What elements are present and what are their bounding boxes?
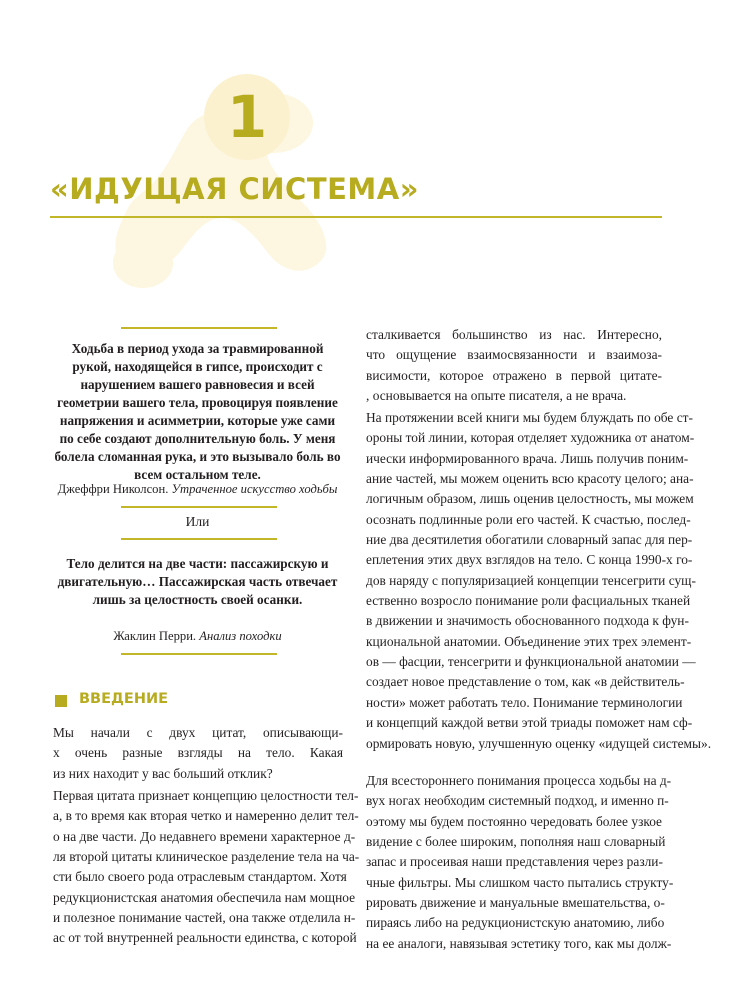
text-line: Для всестороннего понимания процесса ходьбы на д- bbox=[366, 773, 672, 788]
text-line: сти было своего рода отраслевым стандартом. Хотя bbox=[53, 869, 347, 885]
text-line: кциональной анатомии. Объединение этих трех элемент- bbox=[366, 633, 692, 649]
text-line: что ощущение взаимосвязанности и взаимоза- bbox=[366, 347, 662, 363]
epigraph-bottom-rule bbox=[121, 653, 277, 655]
text-line: и концепций каждой ветви этой триады поможет нам сф- bbox=[366, 715, 693, 731]
right-paragraph-3 bbox=[366, 771, 674, 954]
text-line: чные фильтры. Мы слишком часто пытались структу- bbox=[366, 874, 674, 890]
epigraph-source-1-work: Утраченное искусство ходьбы bbox=[171, 482, 338, 496]
text-line: видение с более широким, пополняя наш словарный bbox=[366, 834, 666, 850]
left-paragraph-2 bbox=[53, 786, 360, 949]
epigraph-source-1-author: Джеффри Николсон. bbox=[57, 482, 169, 496]
text-line: ороны той линии, которая отделяет художника от анатом- bbox=[366, 430, 695, 446]
text-line: в движении и значимость обоснованного подхода к фун- bbox=[366, 613, 689, 629]
text-line: оэтому мы будем постоянно чередовать более узкое bbox=[366, 813, 662, 829]
text-line: на ее аналоги, навязывая эстетику того, как мы долж- bbox=[366, 935, 672, 951]
text-line: ности» может работать тело. Понимание терминологии bbox=[366, 694, 683, 710]
text-line: создает новое представление о том, как «в действитель- bbox=[366, 674, 685, 690]
epigraph-quote-2: Тело делится на две части: пассажирскую и двигательную… Пассажирская часть отвечает лишь за целостность своей осанки. bbox=[57, 556, 338, 607]
epigraph-rule-3 bbox=[121, 538, 277, 540]
text-line: рировать движение и мануальные вмешательства, о- bbox=[366, 895, 665, 911]
text-line: Мы начали с двух цитат, описывающи- bbox=[53, 725, 343, 740]
text-line: ас от той внутренней реальности единства, с которой bbox=[53, 930, 357, 946]
right-paragraph-1 bbox=[366, 325, 662, 406]
chapter-number: 1 bbox=[226, 83, 268, 151]
text-line: , основывается на опыте писателя, а не врача. bbox=[366, 388, 627, 404]
text-line: еплетения этих двух взглядов на тело. С конца 1990-х го- bbox=[366, 552, 693, 568]
text-line: логичным образом, лишь оценив целостность, мы можем bbox=[366, 491, 694, 507]
text-line: редукционистская анатомия обеспечила нам мощное bbox=[53, 889, 356, 905]
text-line: ормировать новую, улучшенную оценку «идущей системы». bbox=[366, 735, 712, 751]
epigraph-source-2 bbox=[52, 627, 343, 645]
chapter-title: «ИДУЩАЯ СИСТЕМА» bbox=[50, 172, 419, 206]
text-line: и полезное понимание частей, она также отделила н- bbox=[53, 910, 356, 926]
text-line: висимости, которое отражено в первой цитате- bbox=[366, 367, 662, 383]
text-line: х очень разные взгляды на тело. Какая bbox=[53, 745, 343, 761]
text-line: ля второй цитаты клиническое разделение тела на ча- bbox=[53, 849, 360, 865]
text-line: ание частей, мы можем оценить всю красоту целого; ана- bbox=[366, 471, 694, 487]
epigraph-source-2-author: Жаклин Перри. bbox=[113, 629, 197, 643]
text-line: ние два десятилетия обогатили словарный запас для пер- bbox=[366, 532, 693, 548]
right-paragraph-2 bbox=[366, 408, 712, 754]
title-divider bbox=[50, 216, 662, 218]
epigraph-quote-1: Ходьба в период ухода за травмированной рукой, находящейся в гипсе, происходит с нарушением вашего равновесия и всей геометрии вашего тела, провоцируя появление напряжения и асимметрии, которые уже сами по себе создают дополнительную боль. У меня болела сломанная рука, и это вызывало боль во всем остальном теле. bbox=[54, 341, 341, 482]
text-line: ически информированного врача. Лишь получив поним- bbox=[366, 450, 689, 466]
text-line: ественно возросло понимание роли фасциальных тканей bbox=[366, 593, 691, 609]
text-line: Первая цитата признает концепцию целостности тел- bbox=[53, 788, 359, 803]
text-line: а, в то время как вторая четко и намеренно делит тел- bbox=[53, 808, 359, 824]
left-paragraph-1 bbox=[53, 723, 343, 784]
text-line: осознать подлинные роли его частей. К счастью, послед- bbox=[366, 511, 691, 527]
epigraph-top-rule bbox=[121, 327, 277, 329]
epigraph-source-1 bbox=[52, 480, 343, 498]
epigraph-rule-2 bbox=[121, 506, 277, 508]
text-line: ов — фасции, тенсегрити и функциональной анатомии — bbox=[366, 654, 696, 670]
text-line: сталкивается большинство из нас. Интересно, bbox=[366, 327, 662, 342]
section-bullet-icon bbox=[55, 695, 67, 707]
text-line: На протяжении всей книги мы будем блуждать по обе ст- bbox=[366, 410, 693, 425]
epigraph-source-2-work: Анализ походки bbox=[199, 629, 282, 643]
text-line: о на две части. До недавнего времени характерное д- bbox=[53, 828, 356, 844]
text-line: пираясь либо на редукционистскую анатомию, либо bbox=[366, 915, 665, 931]
text-line: вух ногах необходим системный подход, и именно п- bbox=[366, 793, 669, 809]
text-line: дов наряду с популяризацией концепции тенсегрити сущ- bbox=[366, 572, 696, 588]
section-title: ВВЕДЕНИЕ bbox=[79, 691, 169, 707]
text-line: из них находит у вас больший отклик? bbox=[53, 765, 273, 781]
epigraph-or: Или bbox=[185, 514, 210, 529]
text-line: запас и просеивая наши представления через разли- bbox=[366, 854, 663, 870]
